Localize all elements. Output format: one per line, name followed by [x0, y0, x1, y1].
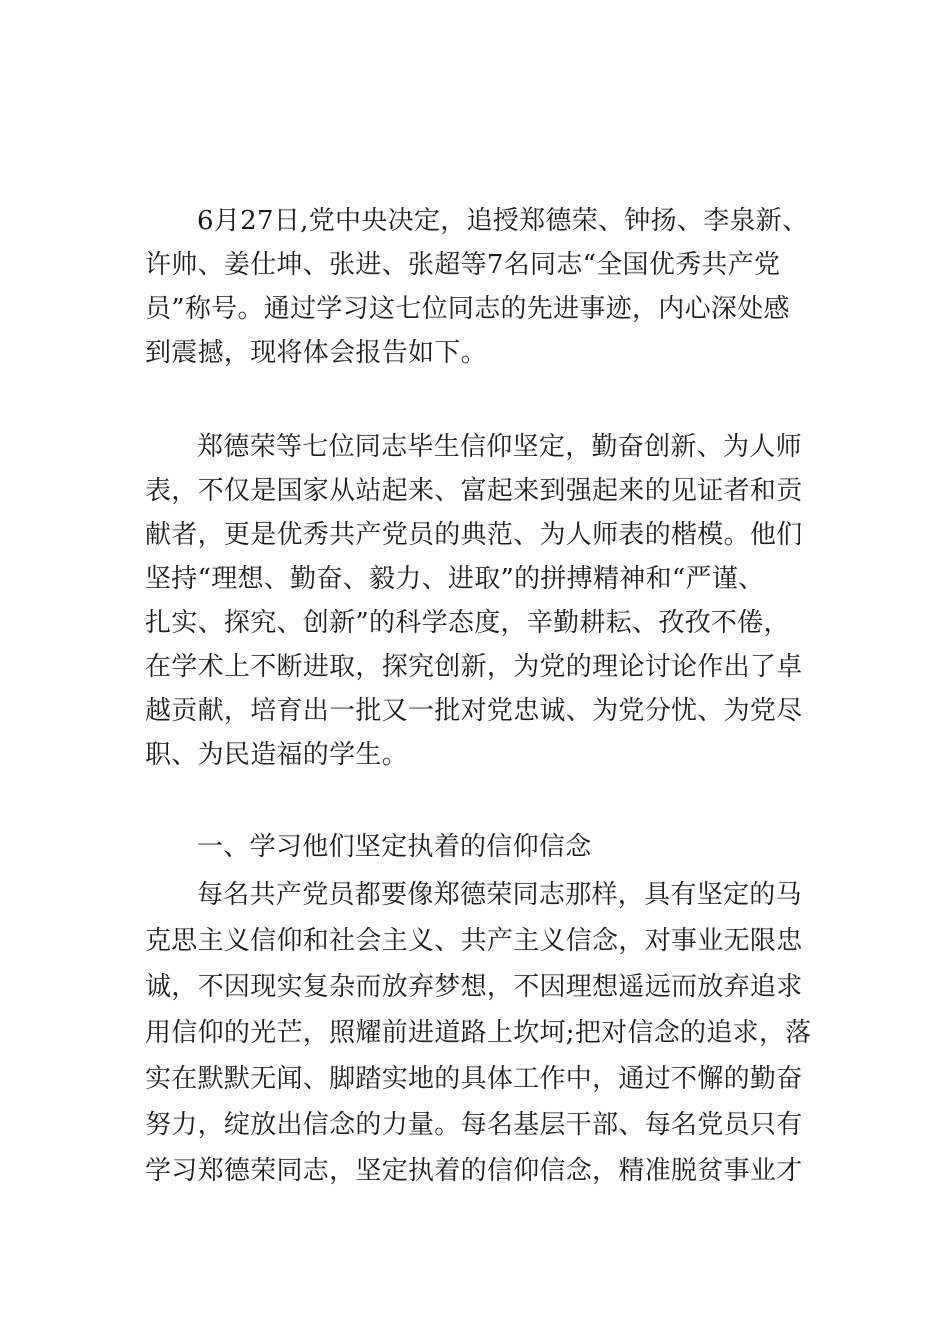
paragraph-line: 越贡献，培育出一批又一批对党忠诚、为党分忧、为党尽: [145, 696, 803, 726]
paragraph-line: 6月27日,党中央决定，追授郑德荣、钟扬、李泉新、: [197, 206, 809, 236]
paragraph-line: 献者，更是优秀共产党员的典范、为人师表的楷模。他们: [145, 520, 803, 550]
paragraph-line: 员”称号。通过学习这七位同志的先进事迹，内心深处感: [145, 294, 790, 324]
paragraph-line: 实在默默无闻、脚踏实地的具体工作中，通过不懈的勤奋: [145, 1064, 803, 1094]
paragraph-line: 克思主义信仰和社会主义、共产主义信念，对事业无限忠: [145, 926, 803, 956]
paragraph-line: 每名共产党员都要像郑德荣同志那样，具有坚定的马: [197, 880, 802, 910]
paragraph-line: 用信仰的光芒，照耀前进道路上坎坷;把对信念的追求，落: [145, 1018, 812, 1048]
paragraph-line: 诚，不因现实复杂而放弃梦想，不因理想遥远而放弃追求: [145, 972, 803, 1002]
paragraph-line: 学习郑德荣同志，坚定执着的信仰信念，精准脱贫事业才: [145, 1156, 803, 1186]
paragraph-line: 职、为民造福的学生。: [145, 740, 409, 770]
paragraph-line: 表，不仅是国家从站起来、富起来到强起来的见证者和贡: [145, 476, 803, 506]
paragraph-line: 坚持“理想、勤奋、毅力、进取”的拼搏精神和“严谨、: [145, 564, 765, 594]
paragraph-line: 努力，绽放出信念的力量。每名基层干部、每名党员只有: [145, 1110, 803, 1140]
paragraph-line: 许帅、姜仕坤、张进、张超等7名同志“全国优秀共产党: [145, 250, 781, 280]
paragraph-line: 到震撼，现将体会报告如下。: [145, 338, 487, 368]
paragraph-line: 在学术上不断进取，探究创新，为党的理论讨论作出了卓: [145, 652, 803, 682]
paragraph-line: 扎实、探究、创新”的科学态度，辛勤耕耘、孜孜不倦，: [145, 608, 790, 638]
section-heading: 一、学习他们坚定执着的信仰信念: [197, 832, 592, 862]
paragraph-line: 郑德荣等七位同志毕生信仰坚定，勤奋创新、为人师: [197, 432, 802, 462]
